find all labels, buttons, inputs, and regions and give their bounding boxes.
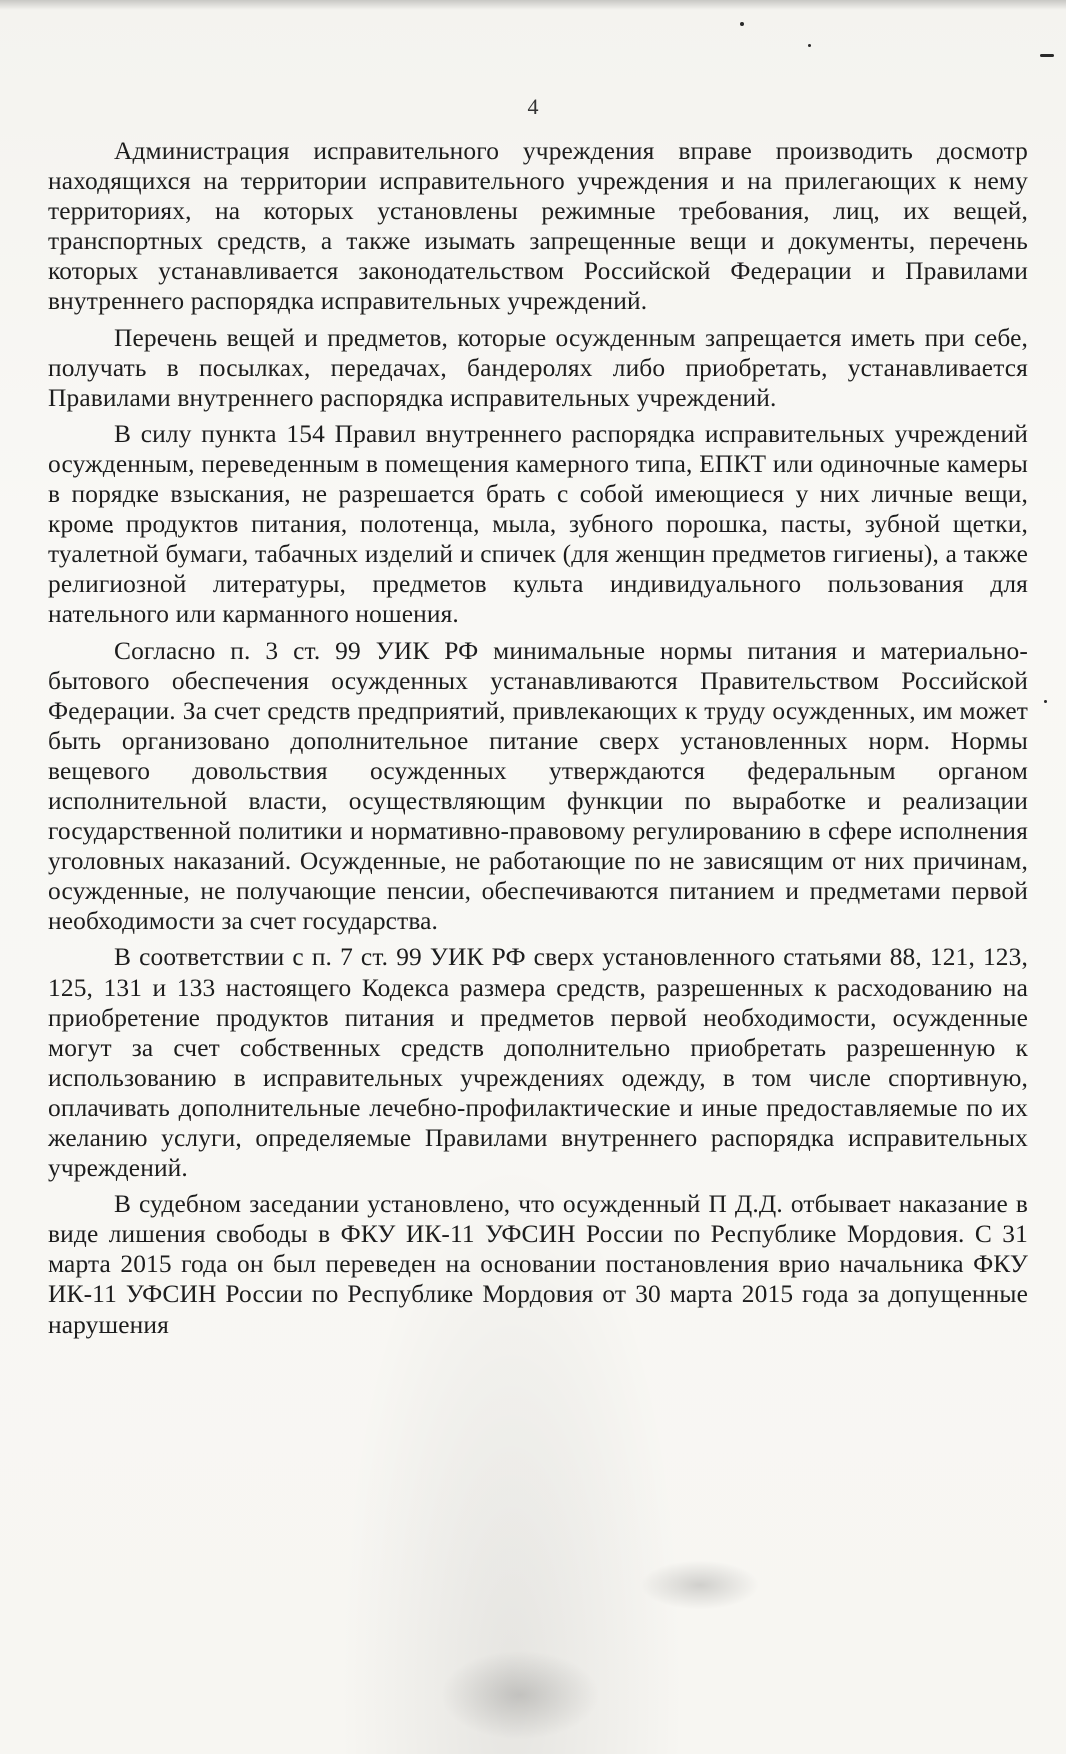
scan-speck [740,22,744,26]
paragraph-article-99-p3: Согласно п. 3 ст. 99 УИК РФ минимальные нормы питания и материально-бытового обеспечения осужденных устанавливаются Правительством Российской Федерации. За счет средств предприятий, привлекающих к труду осужденных, им может быть организовано дополнительное питание сверх установленных норм. Нормы вещевого довольствия осужденных утверждаются федеральным органом исполнительной власти, осуществляющим функции по выработке и реализации государственной политики и нормативно-правовому регулированию в сфере исполнения уголовных наказаний. Осужденные, не работающие по не зависящим от них причинам, осужденные, не получающие пенсии, обеспечиваются питанием и предметами первой необходимости за счет государства. [48,636,1028,936]
paragraph-court-findings: В судебном заседании установлено, что осужденный П Д.Д. отбывает наказание в виде лишения свободы в ФКУ ИК-11 УФСИН России по Республике Мордовия. С 31 марта 2015 года он был переведен на основании постановления врио начальника ФКУ ИК-11 УФСИН России по Республике Мордовия от 30 марта 2015 года за допущенные нарушения [48,1190,1028,1339]
scan-smudge [440,1650,600,1740]
page-number: 4 [527,94,539,119]
scan-speck [1040,54,1054,57]
scan-edge-shadow [0,0,1066,10]
document-body [48,136,1028,1340]
scan-smudge [640,1560,760,1610]
paragraph-prohibited-items: Перечень вещей и предметов, которые осужденным запрещается иметь при себе, получать в посылках, передачах, бандеролях либо приобретать, устанавливается Правилами внутреннего распорядка исправительных учреждений. [48,323,1028,412]
paragraph-article-99-p7: В соответствии с п. 7 ст. 99 УИК РФ сверх установленного статьями 88, 121, 123, 125, 131 и 133 настоящего Кодекса размера средств, разрешенных к расходованию на приобретение продуктов питания и предметов первой необходимости, осужденные могут за счет собственных средств дополнительно приобретать разрешенную к использованию в исправительных учреждениях одежду, в том числе спортивную, оплачивать дополнительные лечебно-профилактические и иные предоставляемые по их желанию услуги, определяемые Правилами внутреннего распорядка исправительных учреждений. [48,943,1028,1183]
paragraph-inspection-rights: Администрация исправительного учреждения вправе производить досмотр находящихся на территории исправительного учреждения и на прилегающих к нему территориях, на которых установлены режимные требования, лиц, их вещей, транспортных средств, а также изымать запрещенные вещи и документы, перечень которых устанавливается законодательством Российской Федерации и Правилами внутреннего распорядка исправительных учреждений. [48,137,1028,316]
scan-speck [1044,700,1047,703]
scan-speck [808,44,811,47]
paragraph-rule-154: В силу пункта 154 Правил внутреннего распорядка исправительных учреждений осужденным, переведенным в помещения камерного типа, ЕПКТ или одиночные камеры в порядке взыскания, не разрешается брать с собой имеющиеся у них личные вещи, кроме продуктов питания, полотенца, мыла, зубного порошка, пасты, зубной щетки, туалетной бумаги, табачных изделий и спичек (для женщин предметов гигиены), а также религиозной литературы, предметов культа индивидуального пользования для нательного или карманного ношения. [48,419,1028,629]
